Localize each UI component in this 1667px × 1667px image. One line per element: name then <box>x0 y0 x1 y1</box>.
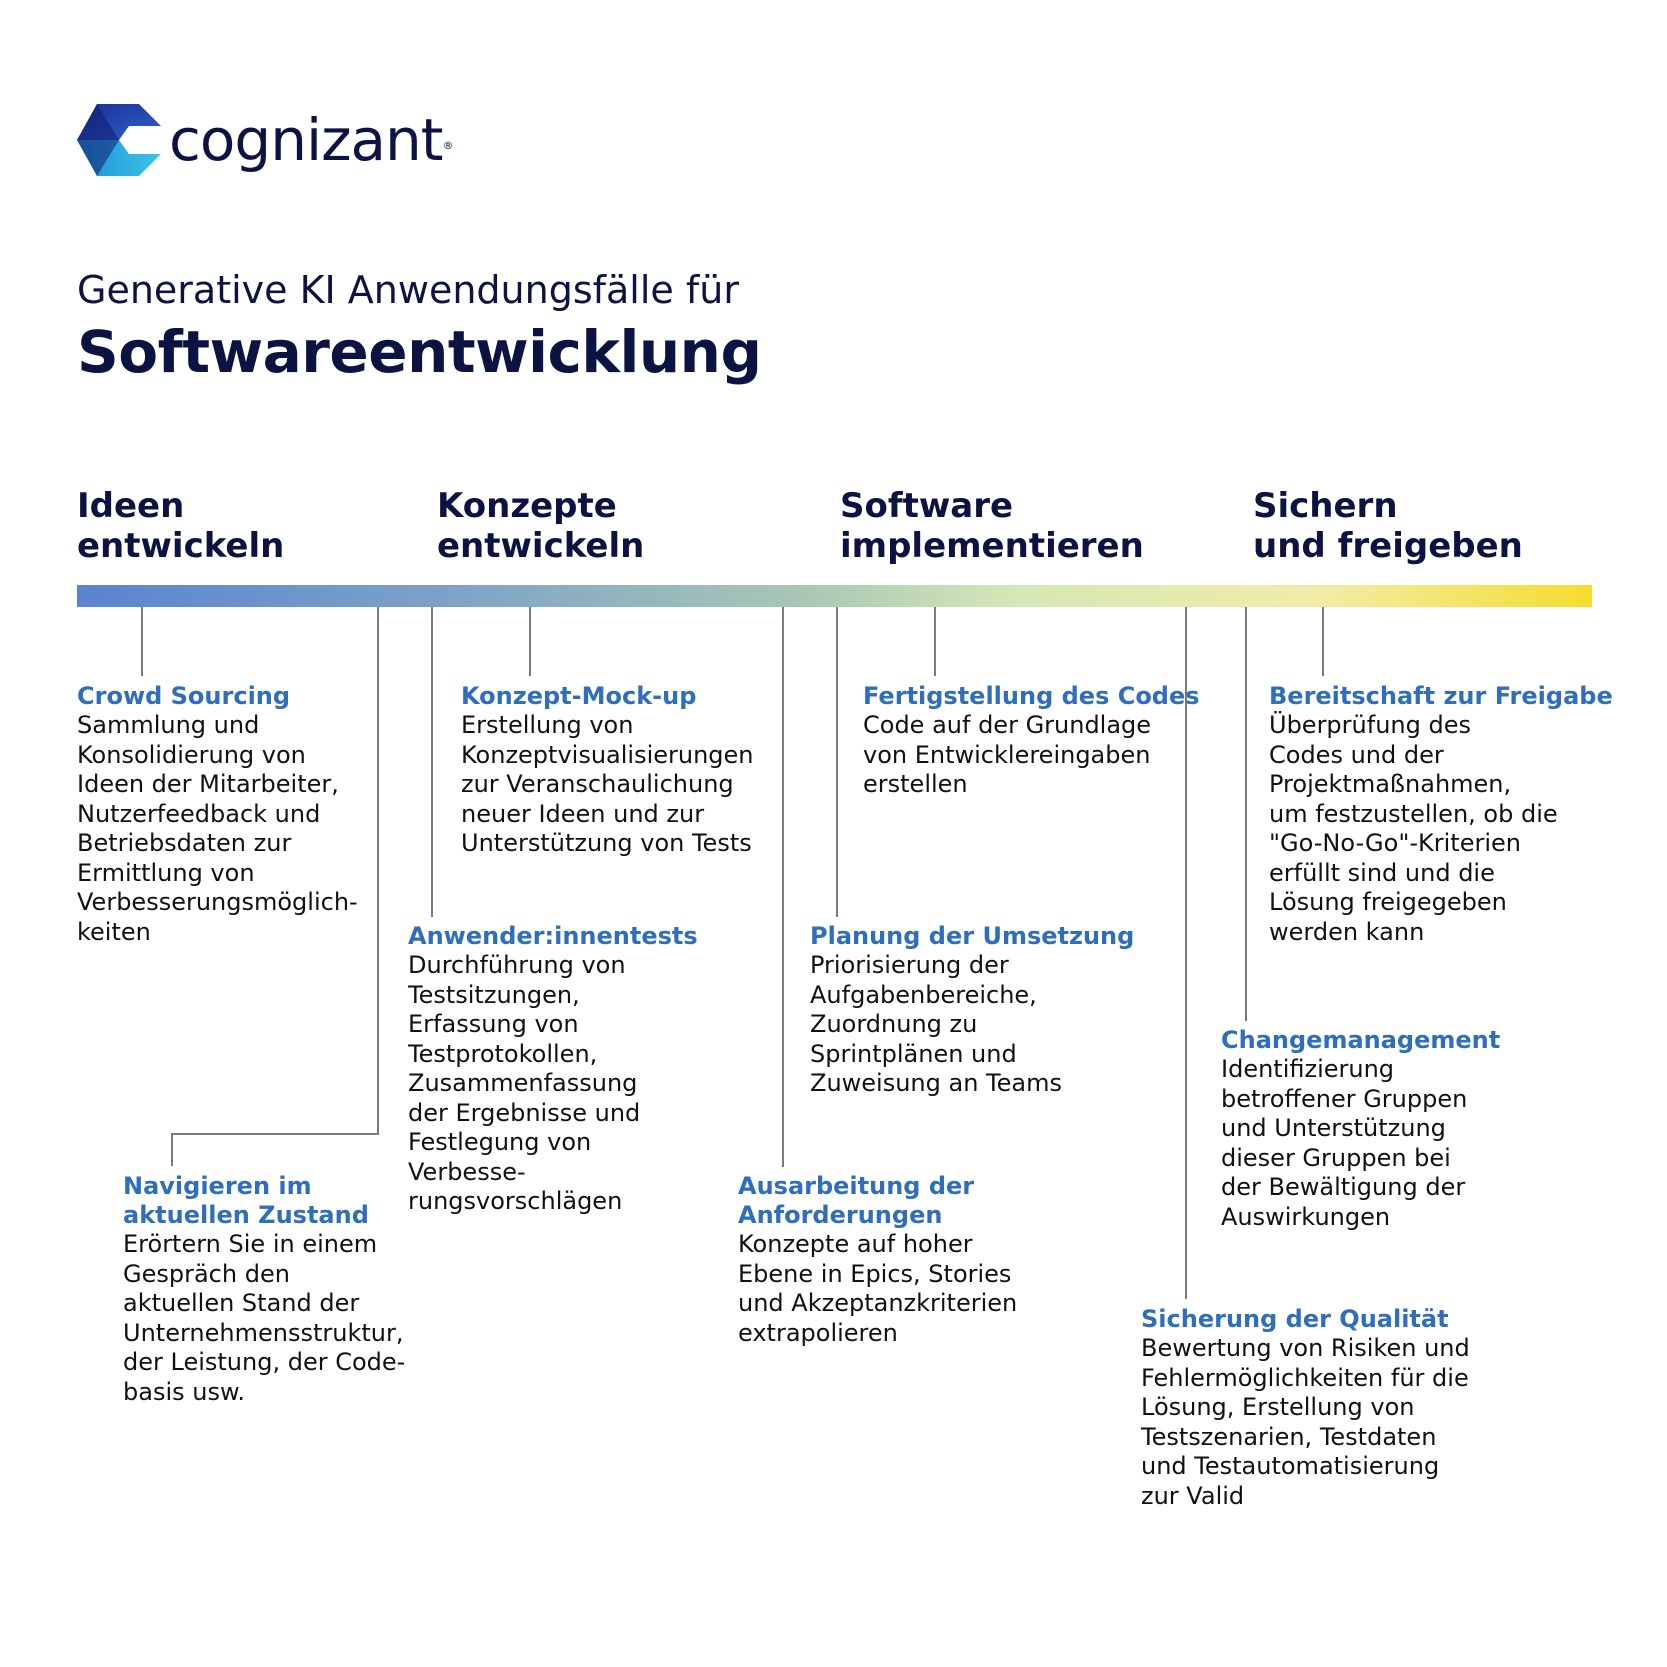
cognizant-logo <box>77 104 497 184</box>
item-changemanagement <box>1221 1026 1500 1232</box>
connector-changemanagement <box>1245 607 1247 1021</box>
item-title: Crowd Sourcing <box>77 682 291 710</box>
item-ausarbeitung <box>738 1172 1017 1348</box>
phase-konzepte: Konzepte entwickeln <box>437 486 645 566</box>
item-title: Ausarbeitung der Anforderungen <box>738 1172 975 1229</box>
item-sicherung <box>1141 1305 1470 1511</box>
item-title: Fertigstellung des Codes <box>863 682 1200 710</box>
item-anwendertests <box>408 922 698 1217</box>
item-desc: Sammlung und Konsolidierung von Ideen der Mitarbeiter, Nutzerfeedback und Betriebsdaten zur Ermittlung von Verbesserungsmöglich- keiten <box>77 711 358 946</box>
item-desc: Durchführung von Testsitzungen, Erfassung von Testprotokollen, Zusammenfassung der Ergebnisse und Festlegung von Verbesse- rungsvorschlägen <box>408 951 641 1215</box>
item-desc: Erstellung von Konzeptvisualisierungen zur Veranschaulichung neuer Ideen und zur Unterstützung von Tests <box>461 711 754 857</box>
phase-sichern: Sichern und freigeben <box>1253 486 1523 566</box>
connector-ausarbeitung <box>782 607 784 1167</box>
connector-crowd-sourcing <box>141 607 143 676</box>
connector-fertigstellung <box>934 607 936 676</box>
item-planung <box>810 922 1134 1099</box>
item-navigieren <box>123 1172 405 1407</box>
timeline-bar <box>77 585 1592 607</box>
item-desc: Konzepte auf hoher Ebene in Epics, Stories und Akzeptanzkriterien extrapolieren <box>738 1230 1018 1347</box>
item-title: Changemanagement <box>1221 1026 1501 1054</box>
item-bereitschaft <box>1269 682 1613 947</box>
connector-anwendertests <box>431 607 433 917</box>
item-title: Konzept-Mock-up <box>461 682 697 710</box>
item-desc: Priorisierung der Aufgabenbereiche, Zuordnung zu Sprintplänen und Zuweisung an Teams <box>810 951 1062 1097</box>
connector-navigieren-vertical <box>377 607 379 1135</box>
item-fertigstellung <box>863 682 1200 800</box>
item-title: Planung der Umsetzung <box>810 922 1135 950</box>
item-desc: Erörtern Sie in einem Gespräch den aktuellen Stand der Unternehmensstruktur, der Leistung, der Code- basis usw. <box>123 1230 406 1406</box>
phase-software: Software implementieren <box>840 486 1144 566</box>
connector-konzept-mockup <box>529 607 531 676</box>
registered-mark: ® <box>442 139 453 152</box>
page-title: Softwareentwicklung <box>77 318 762 386</box>
connector-navigieren-drop <box>171 1133 173 1166</box>
item-desc: Bewertung von Risiken und Fehlermöglichkeiten für die Lösung, Erstellung von Testszenarien, Testdaten und Testautomatisierung zur Valid <box>1141 1334 1470 1510</box>
item-konzept-mockup <box>461 682 754 859</box>
item-desc: Überprüfung des Codes und der Projektmaßnahmen, um festzustellen, ob die "Go-No-Go"-Kriterien erfüllt sind und die Lösung freigegeben werden kann <box>1269 711 1558 946</box>
connector-bereitschaft <box>1322 607 1324 676</box>
logo-wordmark <box>169 104 453 176</box>
connector-navigieren-horizontal <box>171 1133 379 1135</box>
item-title: Anwender:innentests <box>408 922 698 950</box>
item-desc: Identifizierung betroffener Gruppen und Unterstützung dieser Gruppen bei der Bewältigung der Auswirkungen <box>1221 1055 1468 1231</box>
item-desc: Code auf der Grundlage von Entwicklereingaben erstellen <box>863 711 1152 798</box>
connector-planung <box>836 607 838 917</box>
item-crowd-sourcing <box>77 682 358 947</box>
page-subtitle: Generative KI Anwendungsfälle für <box>77 268 739 312</box>
phase-ideen: Ideen entwickeln <box>77 486 285 566</box>
item-title: Navigieren im aktuellen Zustand <box>123 1172 369 1229</box>
logo-text: cognizant <box>169 106 443 174</box>
cognizant-mark-icon <box>77 104 161 176</box>
item-title: Sicherung der Qualität <box>1141 1305 1449 1333</box>
item-title: Bereitschaft zur Freigabe <box>1269 682 1613 710</box>
